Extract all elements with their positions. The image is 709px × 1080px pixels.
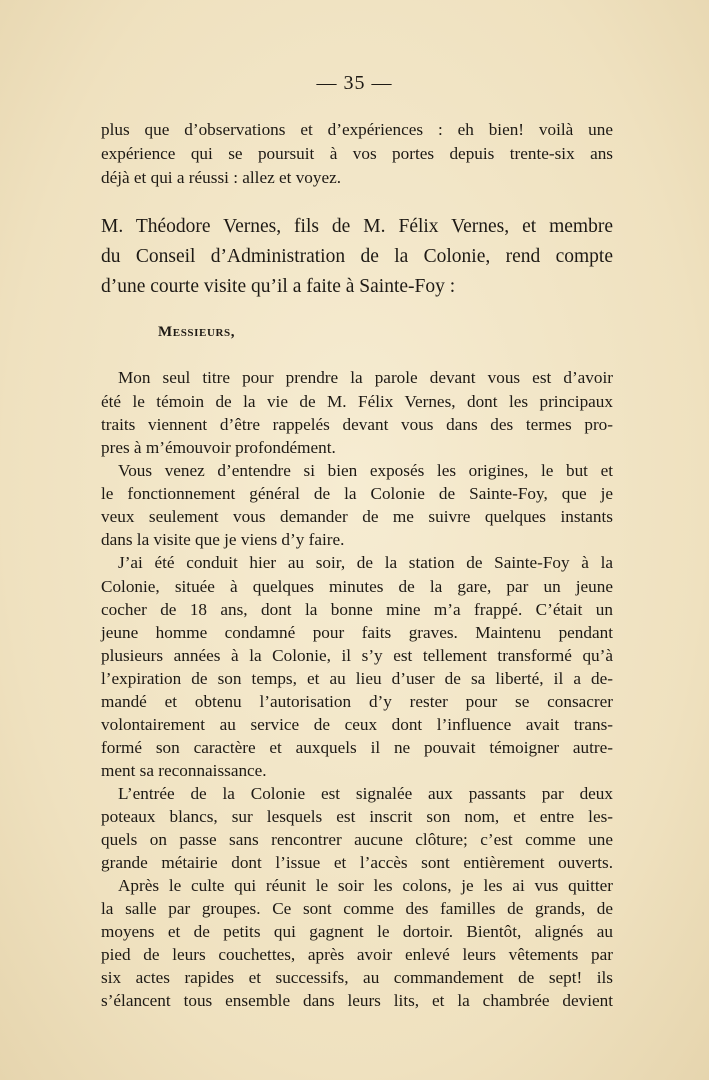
text-line: expérience qui se poursuit à vos portes depuis trente-six ans: [101, 144, 613, 163]
text-line: traits viennent d’être rappelés devant vous dans des termes pro-: [101, 415, 613, 434]
text-line: plusieurs années à la Colonie, il s’y est tellement transformé qu’à: [101, 646, 613, 665]
text-line: volontairement au service de ceux dont l’influence avait trans-: [101, 715, 613, 734]
text-line: Colonie, située à quelques minutes de la gare, par un jeune: [101, 577, 613, 596]
text-line: dans la visite que je viens d’y faire.: [101, 530, 345, 549]
text-line: déjà et qui a réussi : allez et voyez.: [101, 168, 342, 187]
text-line: quels on passe sans rencontrer aucune clôture; c’est comme une: [101, 830, 613, 849]
text-line: ment sa reconnaissance.: [101, 761, 267, 780]
text-line: cocher de 18 ans, dont la bonne mine m’a frappé. C’était un: [101, 600, 613, 619]
text-line: d’une courte visite qu’il a faite à Sainte-Foy :: [101, 276, 456, 297]
text-line: M. Théodore Vernes, fils de M. Félix Vernes, et membre: [101, 216, 613, 237]
text-line: L’entrée de la Colonie est signalée aux passants par deux: [118, 784, 613, 803]
text-line: s’élancent tous ensemble dans leurs lits, et la chambrée devient: [101, 991, 613, 1010]
text-line: l’expiration de son temps, et au lieu d’user de sa liberté, il a de-: [101, 669, 613, 688]
text-line: moyens et de petits qui gagnent le dortoir. Bientôt, alignés au: [101, 922, 613, 941]
text-line: le fonctionnement général de la Colonie de Sainte-Foy, que je: [101, 484, 613, 503]
text-line: été le témoin de la vie de M. Félix Vernes, dont les principaux: [101, 392, 613, 411]
text-line: du Conseil d’Administration de la Colonie, rend compte: [101, 246, 613, 267]
text-line: Après le culte qui réunit le soir les colons, je les ai vus quitter: [118, 876, 613, 895]
text-line: poteaux blancs, sur lesquels est inscrit son nom, et entre les-: [101, 807, 613, 826]
salutation: Messieurs,: [158, 324, 236, 340]
text-line: grande métairie dont l’issue et l’accès sont entièrement ouverts.: [101, 853, 613, 872]
text-line: formé son caractère et auxquels il ne pouvait témoigner autre-: [101, 738, 613, 757]
text-line: mandé et obtenu l’autorisation d’y rester pour se consacrer: [101, 692, 613, 711]
text-line: jeune homme condamné pour faits graves. Maintenu pendant: [101, 623, 613, 642]
text-line: pied de leurs couchettes, après avoir enlevé leurs vêtements par: [101, 945, 613, 964]
text-line: Mon seul titre pour prendre la parole devant vous est d’avoir: [118, 368, 613, 387]
text-line: pres à m’émouvoir profondément.: [101, 438, 336, 457]
text-line: la salle par groupes. Ce sont comme des familles de grands, de: [101, 899, 613, 918]
text-line: Vous venez d’entendre si bien exposés les origines, le but et: [118, 461, 613, 480]
text-line: veux seulement vous demander de me suivre quelques instants: [101, 507, 613, 526]
text-line: J’ai été conduit hier au soir, de la station de Sainte-Foy à la: [118, 553, 613, 572]
text-line: plus que d’observations et d’expériences : eh bien! voilà une: [101, 120, 613, 139]
text-line: six actes rapides et successifs, au commandement de sept! ils: [101, 968, 613, 987]
page-number: — 35 —: [316, 72, 393, 94]
